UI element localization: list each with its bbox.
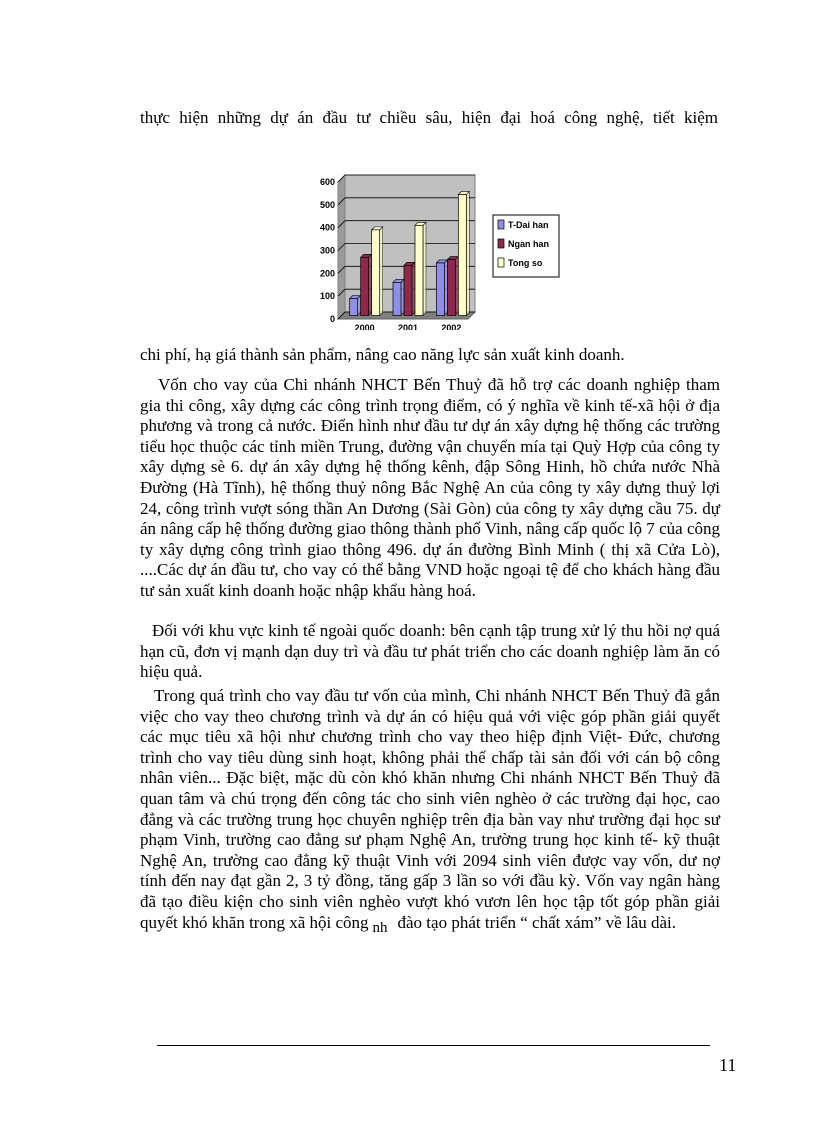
bar bbox=[350, 298, 358, 315]
bar bbox=[361, 257, 369, 315]
footer-rule bbox=[157, 1045, 710, 1046]
bar bbox=[447, 260, 455, 316]
x-tick-label: 2000 bbox=[354, 323, 375, 330]
bar-chart bbox=[305, 160, 575, 330]
legend-swatch bbox=[498, 239, 504, 248]
y-tick-label: 500 bbox=[319, 199, 335, 210]
y-tick-label: 100 bbox=[319, 291, 335, 302]
subscript-fragment: nh bbox=[372, 919, 388, 936]
bar-side bbox=[401, 279, 404, 315]
y-tick-label: 300 bbox=[319, 245, 335, 256]
body-text-line: thực hiện những dự án đầu tư chiều sâu, hiện đại hoá công nghệ, tiết kiệm bbox=[140, 108, 718, 127]
page-number: 11 bbox=[719, 1055, 737, 1075]
body-text-line: chi phí, hạ giá thành sản phẩm, nâng cao năng lực sản xuất kinh doanh. bbox=[140, 345, 625, 364]
bar-side bbox=[444, 260, 447, 316]
bar-side bbox=[466, 191, 469, 315]
bar bbox=[415, 225, 423, 315]
y-tick-label: 600 bbox=[319, 177, 335, 187]
bar bbox=[404, 265, 412, 315]
chart-canvas bbox=[305, 160, 575, 330]
bar bbox=[436, 263, 444, 316]
y-tick-label: 200 bbox=[319, 268, 335, 279]
bar bbox=[458, 194, 466, 315]
paragraph-investment-projects: Vốn cho vay của Chi nhánh NHCT Bến Thuỷ đã hỗ trợ các doanh nghiệp tham gia thi công, xây dựng các công trình trọng điểm, có ý nghĩa về kinh tế-xã hội ở địa phương và trong cả nước. Điển hình như đầu tư dự án xây dựng hệ thống các trường tiểu học thuộc các tỉnh miền Trung, đường vận chuyển mía tại Quỳ Hợp của công ty xây dựng sè 6. dự án xây dựng hệ thống kênh, đập Sông Hinh, hồ chứa nước Nhà Đường (Hà Tĩnh), hệ thống thuỷ nông Bắc Nghệ An của công ty xây dựng thuỷ lợi 24, công trình vượt sóng thần An Dương (Sài Gòn) của công ty xây dựng cầu 75. dự án nâng cấp hệ thống đường giao thông thành phố Vinh, nâng cấp quốc lộ 7 của công ty xây dựng công trình giao thông 496. dự án đường Bình Minh ( thị xã Cửa Lò), ....Các dự án đầu tư, cho vay có thể bằng VND hoặc ngoại tệ để cho khách hàng đầu tư sản xuất kinh doanh hoặc nhập khẩu hàng hoá. bbox=[140, 375, 720, 600]
bar-side bbox=[380, 227, 383, 316]
paragraph-student-loans bbox=[140, 686, 720, 938]
bar-side bbox=[369, 254, 372, 315]
bar-side bbox=[412, 262, 415, 315]
legend-label: Tong so bbox=[508, 258, 543, 268]
legend-label: T-Dai han bbox=[508, 220, 549, 230]
x-tick-label: 2001 bbox=[397, 323, 419, 330]
x-tick-label: 2002 bbox=[441, 323, 462, 330]
bar-side bbox=[358, 295, 361, 315]
legend-swatch bbox=[498, 220, 504, 229]
bar-side bbox=[423, 222, 426, 315]
paragraph-private-sector: Đối với khu vực kinh tế ngoài quốc doanh: bên cạnh tập trung xử lý thu hồi nợ quá hạn cũ, đơn vị mạnh dạn duy trì và đầu tư phát triển cho các doanh nghiệp làm ăn có hiệu quả. bbox=[140, 621, 720, 682]
legend-swatch bbox=[498, 258, 504, 267]
bar bbox=[372, 230, 380, 316]
legend-label: Ngan han bbox=[508, 239, 550, 249]
paragraph-text-end: đào tạo phát triển “ chất xám” về lâu dài. bbox=[397, 912, 677, 932]
bar bbox=[393, 282, 401, 315]
y-tick-label: 0 bbox=[329, 314, 335, 324]
paragraph-text: Trong quá trình cho vay đầu tư vốn của mình, Chi nhánh NHCT Bến Thuỷ đã gắn việc cho vay theo chương trình và dự án có hiệu quả với việc góp phần giải quyết các mục tiêu xã hội như chương trình cho vay theo hiệp định Việt- Đức, chương trình cho vay tiêu dùng sinh hoạt, không phải thế chấp tài sản đối với cán bộ công nhân viên... Đặc biệt, mặc dù còn khó khăn nhưng Chi nhánh NHCT Bến Thuỷ đã quan tâm và chú trọng đến công tác cho sinh viên nghèo ở các trường đại học, cao đẳng và các trường trung học chuyên nghiệp trên địa bàn vay như trường đại học sư phạm Vinh, trường cao đẳng sư phạm Nghệ An, trường trung học kinh tế- kỹ thuật Nghệ An, trường cao đẳng kỹ thuật Vinh với 2094 sinh viên được vay vốn, dư nợ tính đến nay đạt gần 2, 3 tỷ đồng, tăng gấp 3 lần so với đầu kỳ. Vốn vay ngân hàng đã tạo điều kiện cho sinh viên nghèo vượt khó vươn lên học tập tốt góp phần giải quyết khó khăn trong xã hội công bbox=[140, 686, 720, 932]
bar-side bbox=[455, 257, 458, 316]
y-tick-label: 400 bbox=[319, 222, 335, 233]
